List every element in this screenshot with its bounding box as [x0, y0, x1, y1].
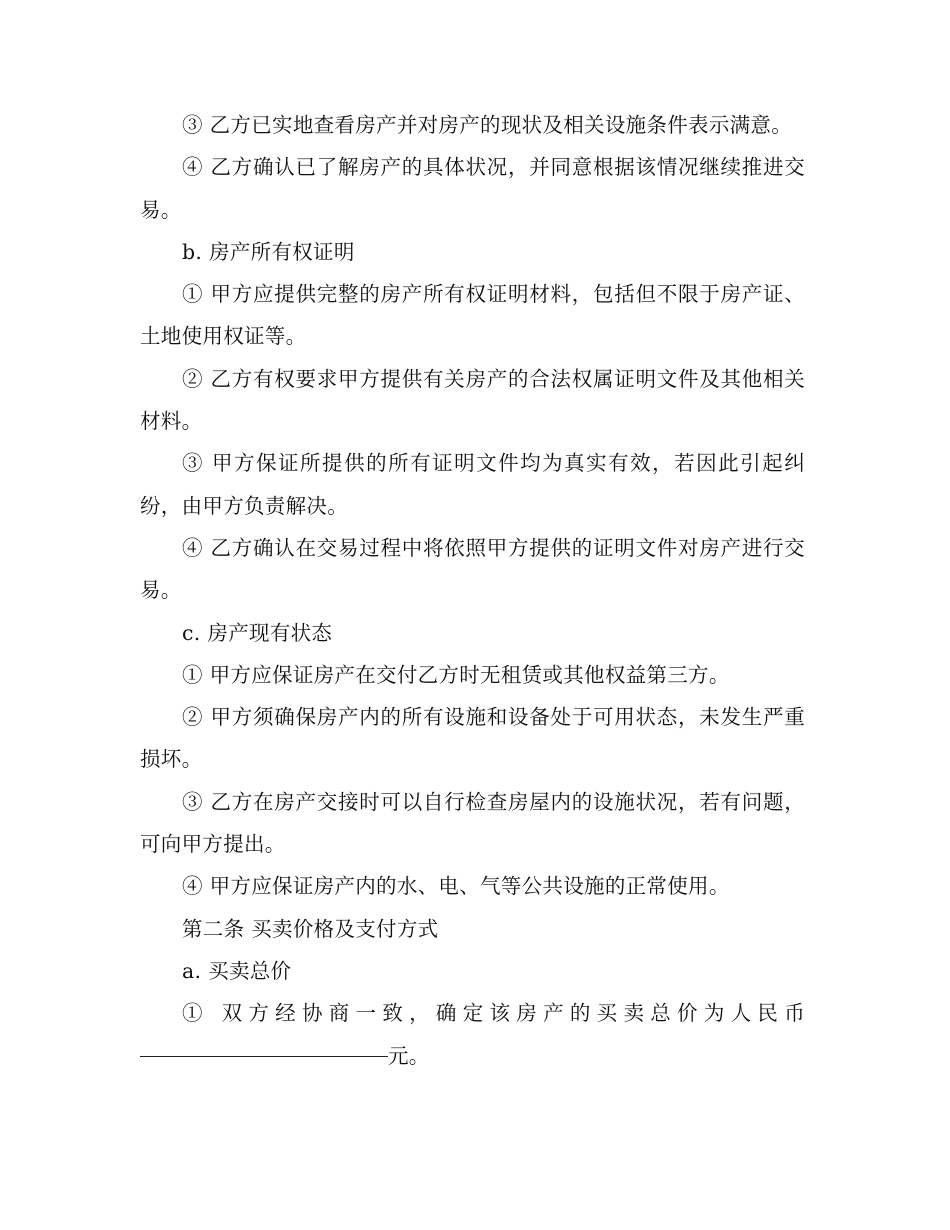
clause-c-item-2: ② 甲方须确保房产内的所有设施和设备处于可用状态，未发生严重损坏。: [140, 705, 805, 772]
clause-b-item-3: ③ 甲方保证所提供的所有证明文件均为真实有效，若因此引起纠纷，由甲方负责解决。: [140, 451, 805, 518]
clause-c-item-3: ③ 乙方在房产交接时可以自行检查房屋内的设施状况，若有问题，可向甲方提出。: [140, 789, 805, 857]
clause-b-item-1: ① 甲方应提供完整的房产所有权证明材料，包括但不限于房产证、土地使用权证等。: [140, 282, 805, 349]
document-body: [140, 104, 805, 1077]
section-c-heading: c. 房产现有状态: [182, 620, 333, 645]
price-fill-blank: [140, 1055, 388, 1057]
clause-c-item-4: ④ 甲方应保证房产内的水、电、气等公共设施的正常使用。: [182, 874, 730, 899]
clause-b-item-4: ④ 乙方确认在交易过程中将依照甲方提供的证明文件对房产进行交易。: [140, 535, 805, 603]
clause-2a-item-1-text: ① 双方经协商一致，确定该房产的买卖总价为人民币: [182, 1001, 805, 1026]
clause-2a-item-1: [140, 992, 805, 1077]
clause-b-item-2: ② 乙方有权要求甲方提供有关房产的合法权属证明文件及其他相关材料。: [140, 366, 805, 434]
clause-c-item-1: ① 甲方应保证房产在交付乙方时无租赁或其他权益第三方。: [182, 662, 730, 687]
price-suffix: 元。: [388, 1043, 430, 1068]
section-b-heading: b. 房产所有权证明: [182, 239, 355, 264]
clause-a-item-4: ④ 乙方确认已了解房产的具体状况，并同意根据该情况继续推进交易。: [140, 155, 805, 222]
clause-a-item-3: ③ 乙方已实地查看房产并对房产的现状及相关设施条件表示满意。: [182, 113, 793, 137]
section-2a-heading: a. 买卖总价: [182, 958, 292, 983]
article-2-heading: 第二条 买卖价格及支付方式: [182, 916, 439, 941]
